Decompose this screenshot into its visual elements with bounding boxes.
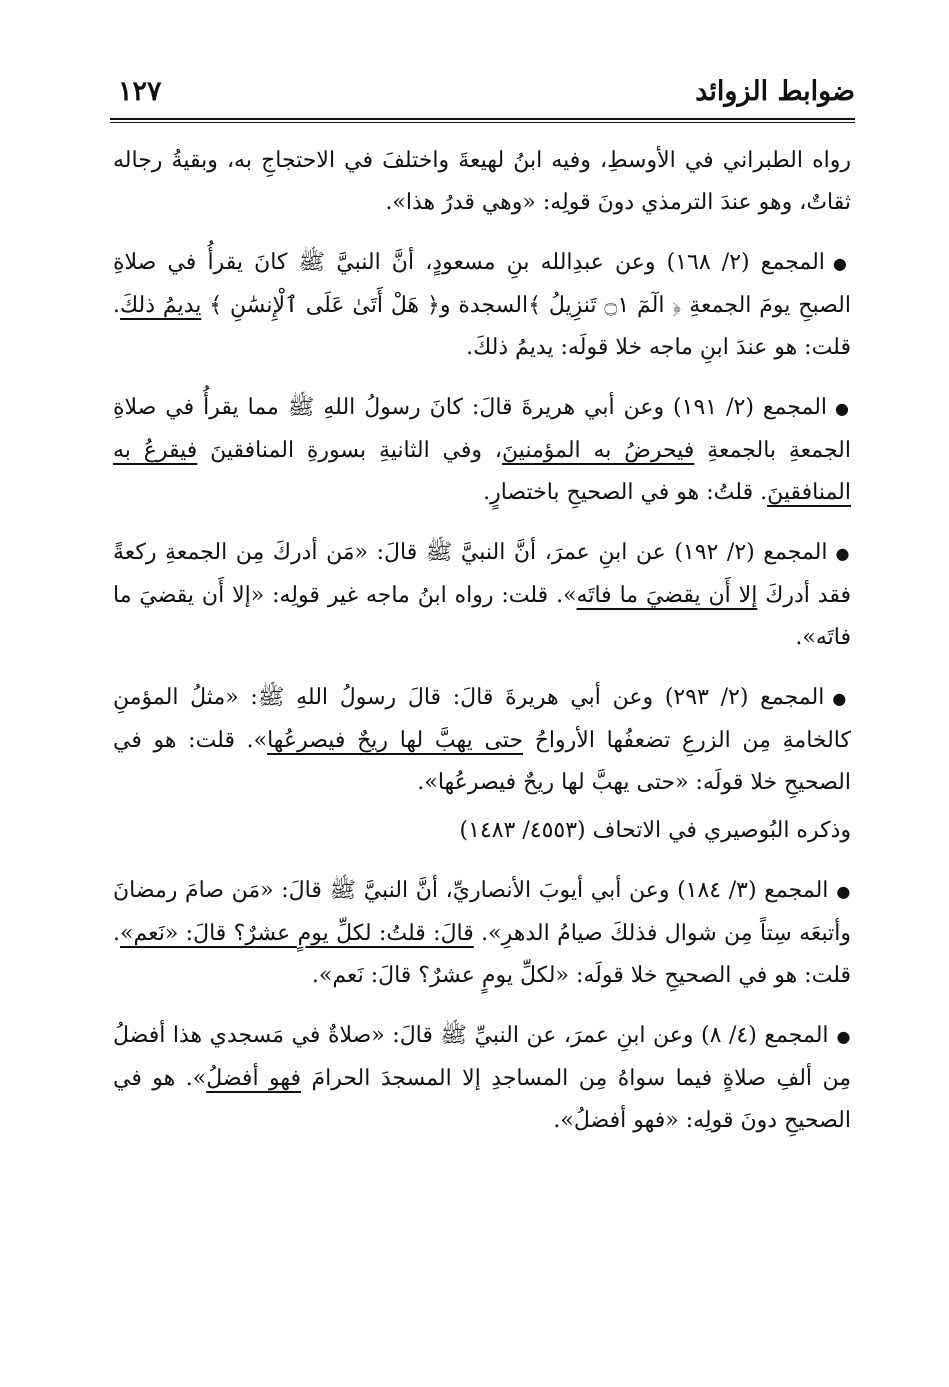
page-header: [110, 74, 855, 118]
hadith-entry: [113, 242, 851, 369]
entry-text: المجمع (٢/ ٢٩٣) وعن أبي هريرةَ قالَ: قالَ رسولُ اللهِ ﷺ: «مثلُ المؤمنِ كالخامةِ مِن الزرعِ تضعفُها الأرواحُ: [113, 685, 851, 753]
underlined-phrase: يديمُ ذلكَ: [120, 293, 202, 318]
running-title: ضوابط الزوائد: [695, 76, 855, 107]
header-rule-thin: [110, 122, 855, 123]
page-body: [113, 140, 851, 1160]
entry-text: وذكره البُوصيري في الاتحاف (٤٥٥٣/ ١٤٨٣): [459, 818, 851, 843]
underlined-phrase: فيحرضُ به المؤمنينَ: [501, 438, 695, 463]
entry-text: . قلتُ: هو في الصحيحِ باختصارٍ.: [483, 480, 768, 505]
entry-text: المجمع (٢/ ١٩٢) عن ابنِ عمرَ، أنَّ النبيَّ ﷺ قالَ: «مَن أدركَ مِن الجمعةِ ركعةً فقد أدركَ: [113, 540, 851, 608]
hadith-entry: [113, 532, 851, 659]
entry-text: . قلت: هو عندَ ابنِ ماجه خلا قولَه: يديمُ ذلكَ.: [113, 293, 851, 360]
entry-text: المجمع (٣/ ١٨٤) وعن أبي أيوبَ الأنصاريِّ، أنَّ النبيَّ ﷺ قالَ: «مَن صامَ رمضانَ وأتبعَه سِتاً مِن شوال فذلكَ صيامُ الدهرِ».: [113, 878, 852, 946]
underlined-phrase: حتى يهبَّ لها ريحٌ فيصرعُها: [267, 728, 524, 753]
bullet-icon: ●: [835, 399, 851, 418]
underlined-phrase: إلا أَن يقضيَ ما فاتَه: [576, 583, 758, 608]
entry-text: . قلت: هو في الصحيحِ خلا قولَه: «لكلِّ يومٍ عشرٌ؟ قالَ: نَعم».: [113, 921, 851, 988]
hadith-entry: [113, 1015, 851, 1142]
header-rule: [110, 118, 855, 120]
underlined-phrase: فيقرعُ به المنافقينَ: [113, 438, 851, 505]
bullet-icon: ●: [836, 1027, 852, 1046]
bullet-icon: ●: [832, 254, 852, 273]
entry-text: ». هو في الصحيحِ دونَ قولِه: «فهو أفضلُ».: [113, 1066, 851, 1133]
hadith-entry: [113, 870, 851, 997]
hadith-entry: [113, 387, 851, 514]
entry-text: المجمع (٢/ ١٩١) وعن أبي هريرةَ قالَ: كانَ رسولُ اللهِ ﷺ مما يقرأُ في صلاةِ الجمعةِ بالجمعةِ: [113, 395, 851, 463]
hadith-entry: [113, 810, 851, 852]
underlined-phrase: قالَ: قلتُ: لكلِّ يومٍ عشرٌ؟ قالَ: «نَعم»: [120, 921, 474, 946]
bullet-icon: ●: [835, 544, 852, 563]
underlined-phrase: فهو أفضلُ: [206, 1066, 302, 1091]
bullet-icon: ●: [832, 689, 851, 708]
bullet-icon: ●: [836, 882, 851, 901]
entry-text: ، وفي الثانيةِ بسورةِ المنافقينَ: [197, 438, 502, 463]
page-number: ١٢٧: [118, 76, 162, 107]
entry-text: رواه الطبراني في الأوسطِ، وفيه ابنُ لهيعةَ واختلفَ في الاحتجاجِ به، وبقيةُ رجاله ثقاتٌ، وهو عندَ الترمذي دونَ قولِه: «وهي قدرُ هذا».: [113, 148, 851, 215]
entry-text: المجمع (٤/ ٨) وعن ابنِ عمرَ، عن النبيِّ ﷺ قالَ: «صلاةٌ في مَسجدي هذا أفضلُ مِن ألفِ صلاةٍ فيما سواهُ مِن المساجدِ إلا المسجدَ الحرامَ: [113, 1023, 851, 1091]
entry-text: ». قلت: رواه ابنُ ماجه غير قولِه: «إلا أَن يقضيَ ما فاتَه».: [113, 583, 851, 650]
hadith-entry: [113, 140, 851, 224]
entry-text: ». قلت: هو في الصحيحِ خلا قولَه: «حتى يهبَّ لها ريحٌ فيصرعُها».: [113, 728, 851, 795]
entry-text: المجمع (٢/ ١٦٨) وعن عبدِالله بنِ مسعودٍ، أنَّ النبيَّ ﷺ كانَ يقرأُ في صلاةِ الصبحِ يومَ الجمعةِ ﴿ الٓمٓ ۝١ تَنزِيلُ ﴾السجدة و﴿ هَلْ أَتَىٰ عَلَى ٱلْإِنسَٰنِ ﴾: [113, 250, 851, 318]
hadith-entry: [113, 677, 851, 804]
